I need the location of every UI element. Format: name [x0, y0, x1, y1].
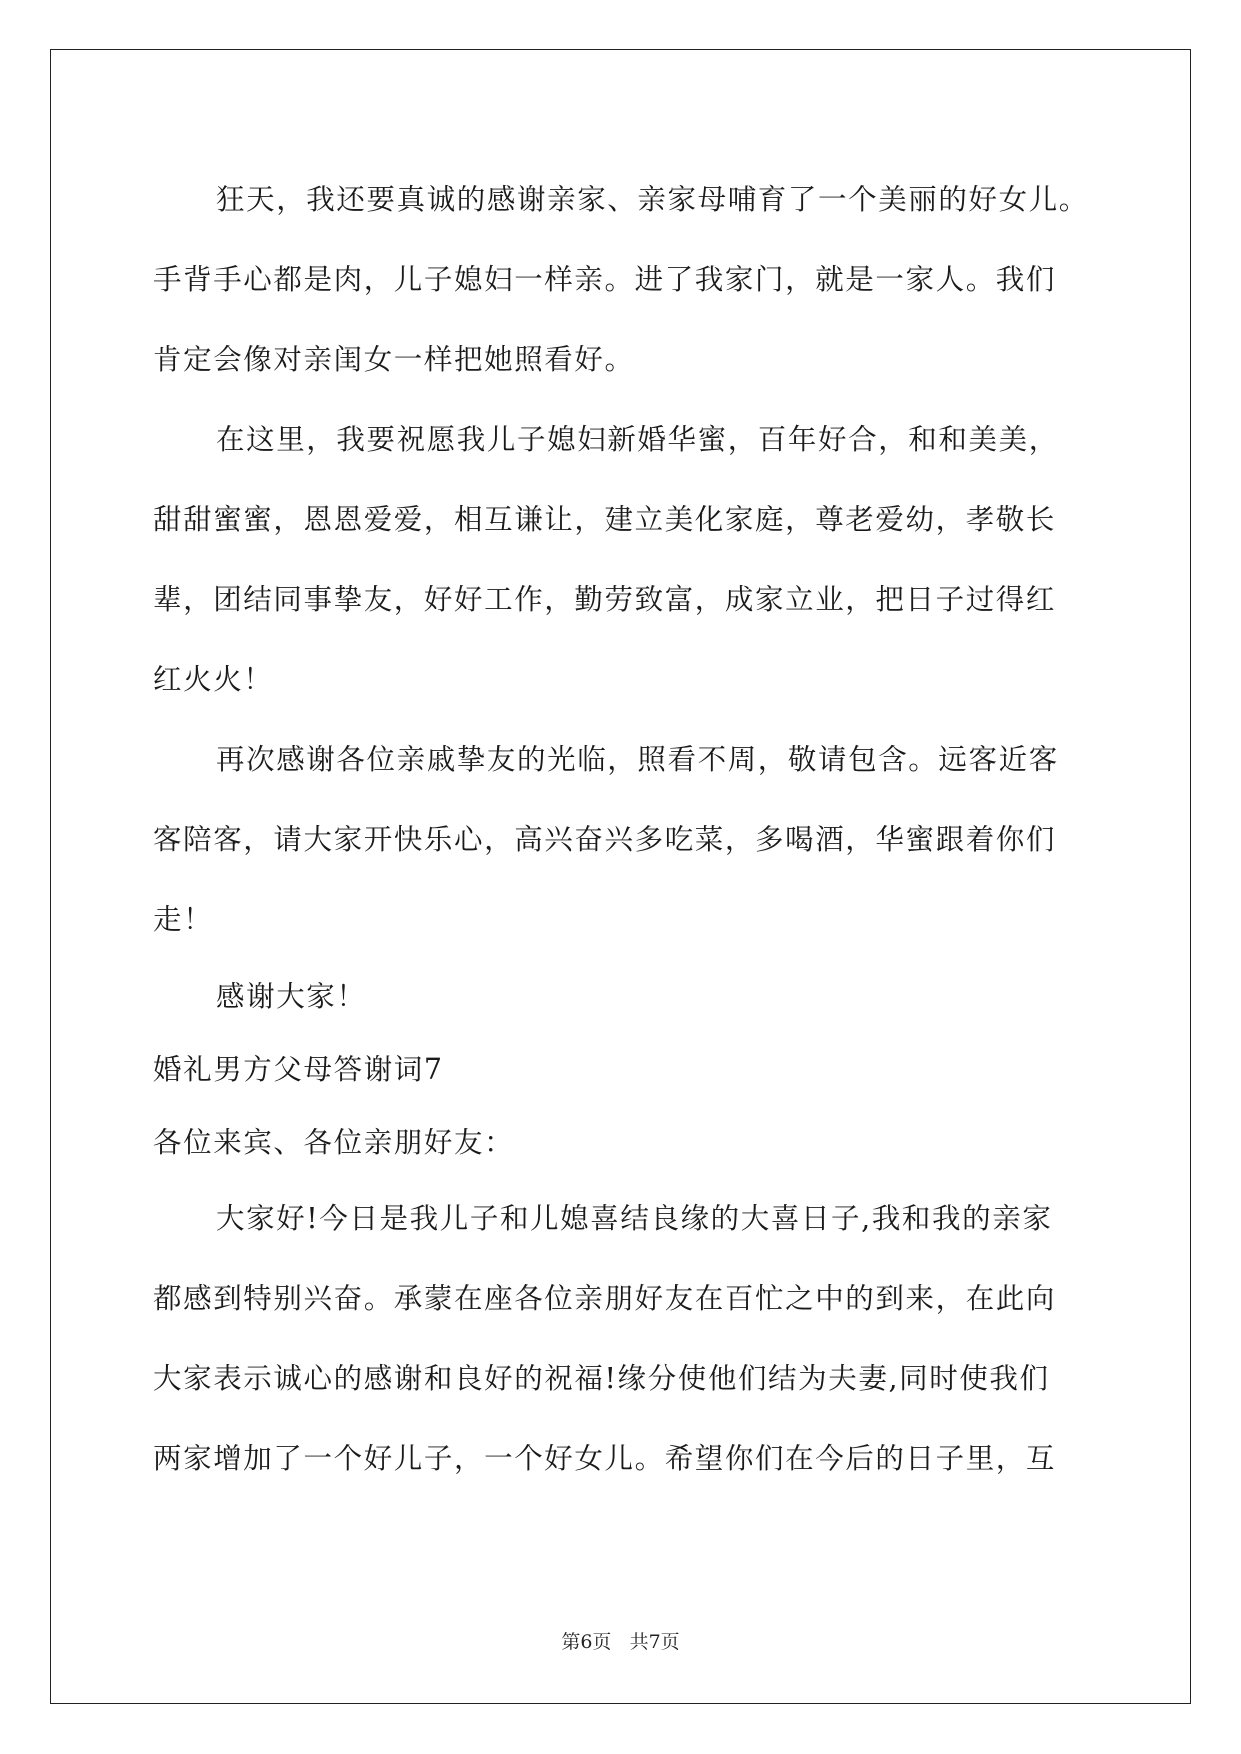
paragraph-line: 手背手心都是肉，儿子媳妇一样亲。进了我家门，就是一家人。我们	[153, 263, 1057, 296]
page-total: 共7页	[629, 1631, 680, 1653]
paragraph-line: 客陪客，请大家开快乐心，高兴奋兴多吃菜，多喝酒，华蜜跟着你们	[153, 823, 1057, 856]
paragraph-line: 红火火！	[153, 663, 274, 696]
salutation: 各位来宾、各位亲朋好友：	[153, 1126, 515, 1159]
section-heading: 婚礼男方父母答谢词7	[153, 1053, 444, 1086]
paragraph-line: 大家好!今日是我儿子和儿媳喜结良缘的大喜日子,我和我的亲家	[216, 1202, 1053, 1235]
paragraph-line: 大家表示诚心的感谢和良好的祝福!缘分使他们结为夫妻,同时使我们	[153, 1362, 1050, 1395]
paragraph-line: 再次感谢各位亲戚挚友的光临，照看不周，敬请包含。远客近客	[216, 743, 1059, 776]
paragraph-line: 都感到特别兴奋。承蒙在座各位亲朋好友在百忙之中的到来，在此向	[153, 1282, 1057, 1315]
page-footer	[0, 1630, 1241, 1654]
paragraph-line: 两家增加了一个好儿子，一个好女儿。希望你们在今后的日子里，互	[153, 1442, 1057, 1475]
paragraph-line: 狂天，我还要真诚的感谢亲家、亲家母哺育了一个美丽的好女儿。	[216, 183, 1089, 216]
paragraph-line: 辈，团结同事挚友，好好工作，勤劳致富，成家立业，把日子过得红	[153, 583, 1057, 616]
paragraph-line: 感谢大家！	[216, 980, 367, 1013]
paragraph-line: 在这里，我要祝愿我儿子媳妇新婚华蜜，百年好合，和和美美，	[216, 423, 1059, 456]
page-number: 第6页	[561, 1631, 612, 1653]
paragraph-line: 走！	[153, 903, 214, 936]
paragraph-line: 肯定会像对亲闺女一样把她照看好。	[153, 343, 635, 376]
paragraph-line: 甜甜蜜蜜，恩恩爱爱，相互谦让，建立美化家庭，尊老爱幼，孝敬长	[153, 503, 1057, 536]
document-body	[153, 160, 1093, 1499]
